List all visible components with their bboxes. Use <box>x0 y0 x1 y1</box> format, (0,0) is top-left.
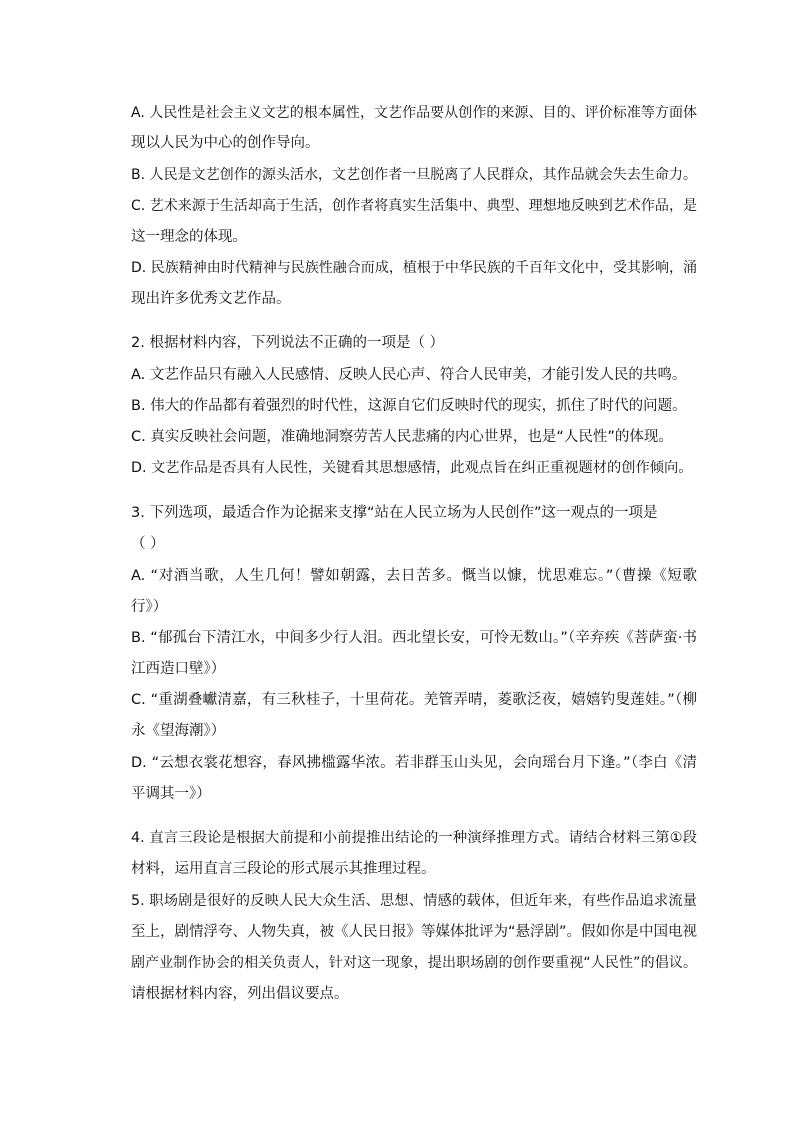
q2-option-c: C. 真实反映社会问题，准确地洞察劳苦人民悲痛的内心世界，也是“人民性”的体现。 <box>131 429 673 445</box>
q3-option-c-line1: C. “重湖叠巘清嘉，有三秋桂子，十里荷花。羌管弄晴，菱歌泛夜，嬉嬉钓叟莲娃。”（柳 <box>131 692 697 708</box>
q5-line2: 至上，剧情浮夸、人物失真，被《人民日报》等媒体批评为“悬浮剧”。假如你是中国电视 <box>131 924 697 940</box>
q3-option-a-line2: 行》） <box>131 599 168 615</box>
q2-stem: 2. 根据材料内容，下列说法不正确的一项是（ ） <box>131 335 445 351</box>
q3-option-d-line2: 平调其一》） <box>131 786 211 802</box>
q3-stem-line2: （ ） <box>131 536 165 552</box>
q4-line2: 材料，运用直言三段论的形式展示其推理过程。 <box>131 861 436 877</box>
q3-option-c-line2: 永《望海潮》） <box>131 723 226 739</box>
q2-option-b: B. 伟大的作品都有着强烈的时代性，这源自它们反映时代的现实，抓住了时代的问题。 <box>131 398 687 414</box>
q1-option-c-line2: 这一理念的体现。 <box>131 229 247 245</box>
q5-line1: 5. 职场剧是很好的反映人民大众生活、思想、情感的载体，但近年来，有些作品追求流量 <box>131 893 697 909</box>
q1-option-d-line2: 现出许多优秀文艺作品。 <box>131 291 291 307</box>
q5-line3: 剧产业制作协会的相关负责人，针对这一现象，提出职场剧的创作要重视“人民性”的倡议。 <box>131 955 697 971</box>
q1-option-a-line2: 现以人民为中心的创作导向。 <box>131 135 320 151</box>
q4-line1: 4. 直言三段论是根据大前提和小前提推出结论的一种演绎推理方式。请结合材料三第①段 <box>131 830 697 846</box>
q1-option-b: B. 人民是文艺创作的源头活水，文艺创作者一旦脱离了人民群众，其作品就会失去生命力。 <box>131 167 697 183</box>
q1-option-a-line1: A. 人民性是社会主义文艺的根本属性，文艺作品要从创作的来源、目的、评价标准等方面体 <box>131 105 697 121</box>
q1-option-d-line1: D. 民族精神由时代精神与民族性融合而成，植根于中华民族的千百年文化中，受其影响，涌 <box>131 260 697 276</box>
q3-option-b-line2: 江西造口壁》） <box>131 661 226 677</box>
q3-stem-line1: 3. 下列选项，最适合作为论据来支撑“站在人民立场为人民创作”这一观点的一项是 <box>131 505 658 521</box>
q1-option-c-line1: C. 艺术来源于生活却高于生活，创作者将真实生活集中、典型、理想地反映到艺术作品，是 <box>131 198 697 214</box>
q3-option-b-line1: B. “郁孤台下清江水，中间多少行人泪。西北望长安，可怜无数山。”（辛弃疾《菩萨蛮·书 <box>131 630 697 646</box>
q2-option-d: D. 文艺作品是否具有人民性，关键看其思想感情，此观点旨在纠正重视题材的创作倾向。 <box>131 460 693 476</box>
q2-option-a: A. 文艺作品只有融入人民感情、反映人民心声、符合人民审美，才能引发人民的共鸣。 <box>131 367 687 383</box>
q5-line4: 请根据材料内容，列出倡议要点。 <box>131 986 349 1002</box>
q3-option-d-line1: D. “云想衣裳花想容，春风拂槛露华浓。若非群玉山头见，会向瑶台月下逢。”（李白《清 <box>131 755 697 771</box>
q3-option-a-line1: A. “对酒当歌，人生几何！譬如朝露，去日苦多。慨当以慷，忧思难忘。”（曹操《短歌 <box>131 568 697 584</box>
